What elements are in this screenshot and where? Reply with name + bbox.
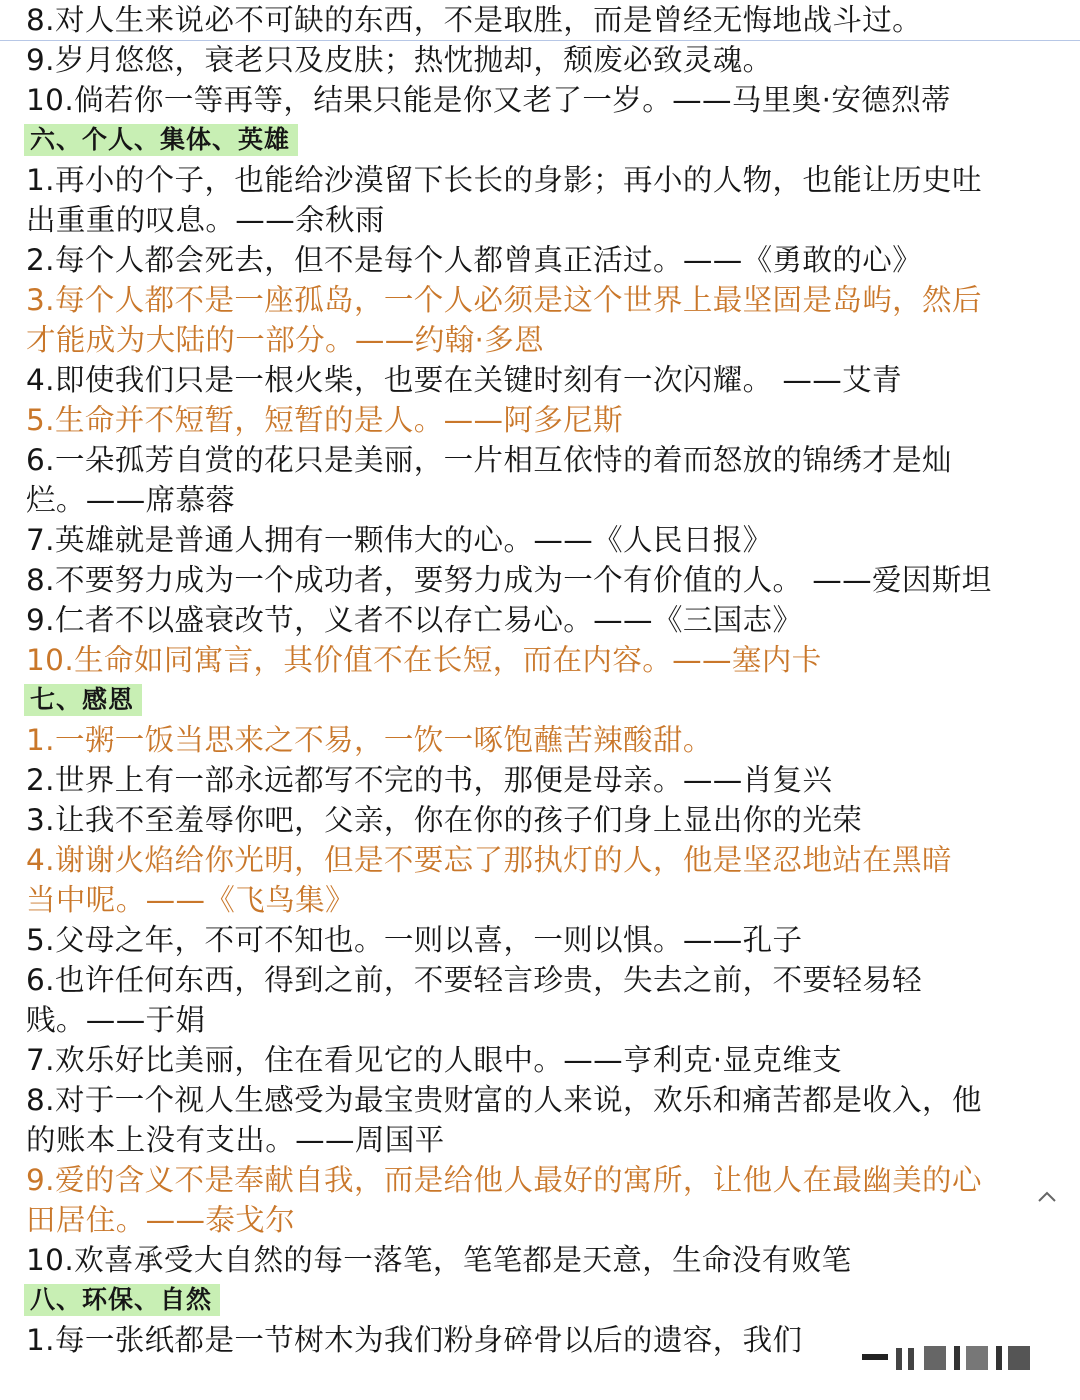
- highlighted-quote-line: 9.爱的含义不是奉献自我，而是给他人最好的寓所，让他人在最幽美的心: [26, 1163, 982, 1197]
- quote-document: [26, 0, 1066, 1360]
- quote-line: 5.父母之年，不可不知也。一则以喜，一则以惧。——孔子: [26, 923, 803, 957]
- quote-line: 6.也许任何东西，得到之前，不要轻言珍贵，失去之前，不要轻易轻: [26, 963, 923, 997]
- section-heading: 八、环保、自然: [24, 1284, 220, 1316]
- highlighted-quote-line: 田居住。——泰戈尔: [26, 1203, 296, 1237]
- quote-line: 8.对人生来说必不可缺的东西，不是取胜，而是曾经无悔地战斗过。: [26, 3, 923, 37]
- quote-line: 9.岁月悠悠，衰老只及皮肤；热忱抛却，颓废必致灵魂。: [26, 43, 773, 77]
- quote-line: 烂。——席慕蓉: [26, 483, 236, 517]
- quote-line: 1.每一张纸都是一节树木为我们粉身碎骨以后的遗容，我们: [26, 1323, 803, 1357]
- highlighted-quote-line: 3.每个人都不是一座孤岛，一个人必须是这个世界上最坚固是岛屿，然后: [26, 283, 982, 317]
- quote-line: 贱。——于娟: [26, 1003, 206, 1037]
- quote-line: 9.仁者不以盛衰改节，义者不以存亡易心。——《三国志》: [26, 603, 803, 637]
- quote-line: 的账本上没有支出。——周国平: [26, 1123, 445, 1157]
- quote-line: 出重重的叹息。——余秋雨: [26, 203, 385, 237]
- quote-line: 2.世界上有一部永远都写不完的书，那便是母亲。——肖复兴: [26, 763, 833, 797]
- highlighted-quote-line: 5.生命并不短暂，短暂的是人。——阿多尼斯: [26, 403, 624, 437]
- quote-line: 6.一朵孤芳自赏的花只是美丽，一片相互依恃的着而怒放的锦绣才是灿: [26, 443, 952, 477]
- quote-line: 8.不要努力成为一个成功者，要努力成为一个有价值的人。 ——爱因斯坦: [26, 563, 992, 597]
- highlighted-quote-line: 4.谢谢火焰给你光明，但是不要忘了那执灯的人，他是坚忍地站在黑暗: [26, 843, 952, 877]
- highlighted-quote-line: 1.一粥一饭当思来之不易，一饮一啄饱蘸苦辣酸甜。: [26, 723, 713, 757]
- highlighted-quote-line: 当中呢。——《飞鸟集》: [26, 883, 355, 917]
- quote-line: 7.欢乐好比美丽，住在看见它的人眼中。——亨利克·显克维支: [26, 1043, 843, 1077]
- section-heading-row: [26, 1280, 1066, 1320]
- section-heading: 六、个人、集体、英雄: [24, 124, 298, 156]
- quote-line: 1.再小的个子，也能给沙漠留下长长的身影；再小的人物，也能让历史吐: [26, 163, 982, 197]
- chevron-up-icon[interactable]: [1036, 1186, 1058, 1208]
- quote-line: 4.即使我们只是一根火柴，也要在关键时刻有一次闪耀。 ——艾青: [26, 363, 902, 397]
- highlighted-quote-line: 才能成为大陆的一部分。——约翰·多恩: [26, 323, 545, 357]
- quote-line: 8.对于一个视人生感受为最宝贵财富的人来说，欢乐和痛苦都是收入，他: [26, 1083, 982, 1117]
- quote-line: 2.每个人都会死去，但不是每个人都曾真正活过。——《勇敢的心》: [26, 243, 923, 277]
- quote-line: 10.欢喜承受大自然的每一落笔，笔笔都是天意，生命没有败笔: [26, 1243, 852, 1277]
- watermark-logo: [852, 1340, 1052, 1376]
- section-heading-row: [26, 120, 1066, 160]
- quote-line: 3.让我不至羞辱你吧，父亲，你在你的孩子们身上显出你的光荣: [26, 803, 863, 837]
- highlighted-quote-line: 10.生命如同寓言，其价值不在长短，而在内容。——塞内卡: [26, 643, 822, 677]
- section-heading-row: [26, 680, 1066, 720]
- quote-line: 10.倘若你一等再等，结果只能是你又老了一岁。——马里奥·安德烈蒂: [26, 83, 951, 117]
- section-heading: 七、感恩: [24, 684, 142, 716]
- quote-line: 7.英雄就是普通人拥有一颗伟大的心。——《人民日报》: [26, 523, 773, 557]
